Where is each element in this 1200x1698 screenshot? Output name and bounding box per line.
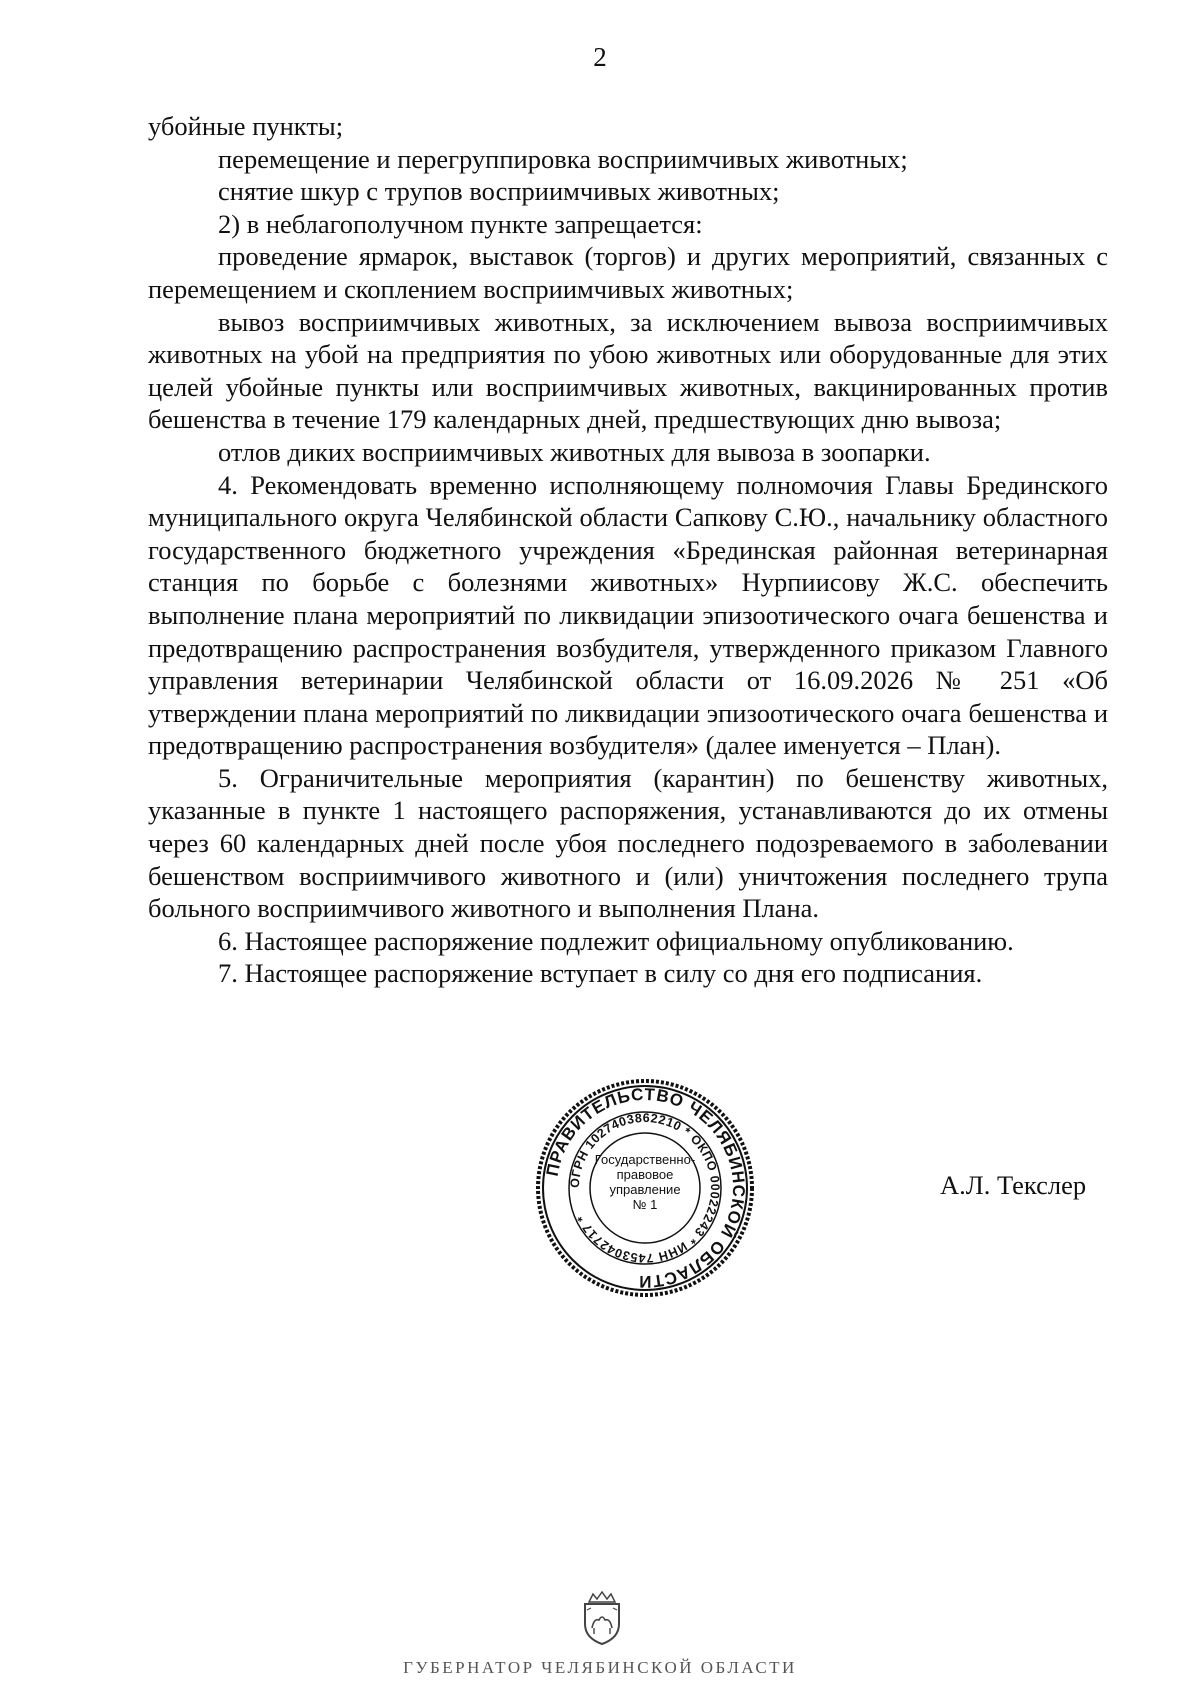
official-seal — [535, 1078, 755, 1298]
seal-center-line: правовое — [616, 1167, 674, 1182]
seal-center-line: № 1 — [632, 1197, 658, 1212]
paragraph: 7. Настоящее распоряжение вступает в силу со дня его подписания. — [218, 958, 983, 989]
page-number: 2 — [593, 42, 607, 72]
coat-of-arms-icon — [579, 1590, 625, 1646]
seal-center-text — [585, 1152, 705, 1212]
paragraph: вывоз восприимчивых животных, за исключением вывоза восприимчивых животных на убой на предприятия по убою животных или оборудованные для этих целей убойные пункты или восприимчивых животных, вакцинированных против бешенства в течение 179 календарных дней, предшествующих дню вывоза; — [148, 306, 1108, 435]
document-body — [148, 110, 1108, 990]
svg-text:ОГРН 1027403862210 * ОКПО 0002: ОГРН 1027403862210 * ОКПО 00022243 * ИНН 7453042717 * — [567, 1110, 723, 1266]
svg-text:ПРАВИТЕЛЬСТВО ЧЕЛЯБИНСКОЙ ОБЛА: ПРАВИТЕЛЬСТВО ЧЕЛЯБИНСКОЙ ОБЛАСТИ — [542, 1084, 749, 1292]
paragraph: 5. Ограничительные мероприятия (карантин) по бешенству животных, указанные в пункте 1 настоящего распоряжения, устанавливаются до их отмены через 60 календарных дней после убоя последнего подозреваемого в заболевании бешенством восприимчивого животного и (или) уничтожения последнего трупа больного восприимчивого животного и выполнения Плана. — [148, 762, 1108, 924]
paragraph: отлов диких восприимчивых животных для вывоза в зоопарки. — [218, 436, 931, 467]
paragraph: 4. Рекомендовать временно исполняющему полномочия Главы Брединского муниципального округа Челябинской области Сапкову С.Ю., начальнику областного государственного бюджетного учреждения «Брединская районная ветеринарная станция по борьбе с болезнями животных» Нурпиисову Ж.С. обеспечить выполнение плана мероприятий по ликвидации эпизоотического очага бешенства и предотвращению распространения возбудителя, утвержденного приказом Главного управления ветеринарии Челябинской области от 16.09.2026 № 251 «Об утверждении плана мероприятий по ликвидации эпизоотического очага бешенства и предотвращению распространения возбудителя» (далее именуется – План). — [148, 469, 1108, 761]
seal-center-line: Государственно- — [594, 1152, 696, 1167]
paragraph: 2) в неблагополучном пункте запрещается: — [218, 208, 703, 239]
paragraph: убойные пункты; — [148, 111, 344, 141]
footer-title: ГУБЕРНАТОР ЧЕЛЯБИНСКОЙ ОБЛАСТИ — [403, 1658, 797, 1677]
paragraph: снятие шкур с трупов восприимчивых животных; — [218, 176, 780, 207]
paragraph: 6. Настоящее распоряжение подлежит официальному опубликованию. — [218, 925, 1014, 956]
paragraph: проведение ярмарок, выставок (торгов) и других мероприятий, связанных с перемещением и скоплением восприимчивых животных; — [148, 241, 1108, 304]
signer-name: А.Л. Текслер — [940, 1170, 1087, 1200]
paragraph: перемещение и перегруппировка восприимчивых животных; — [218, 143, 908, 174]
seal-center-line: управление — [609, 1182, 681, 1197]
